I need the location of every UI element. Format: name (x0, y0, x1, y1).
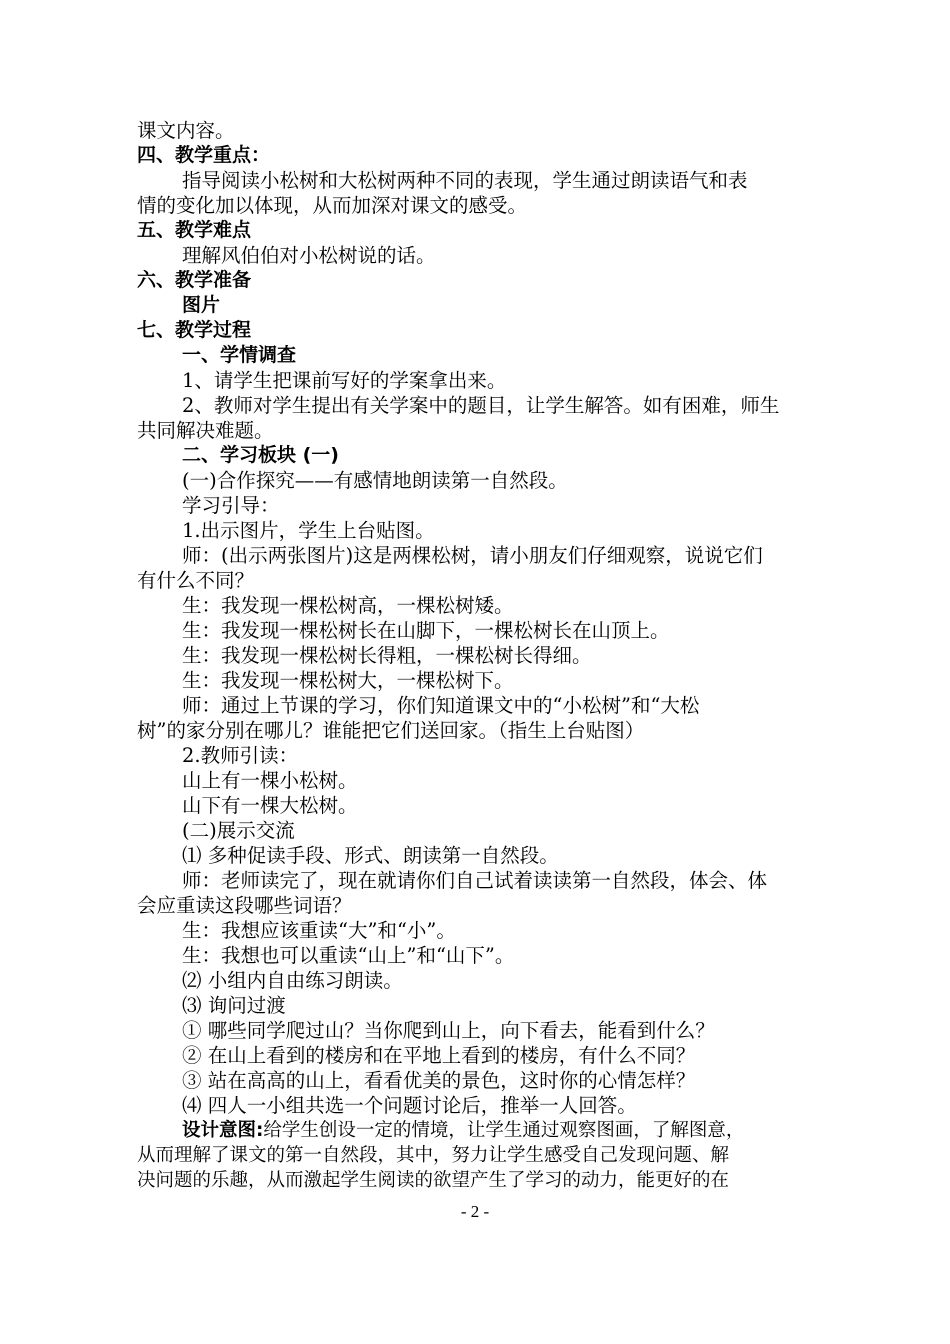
text-line: 生：我想也可以重读“山上”和“山下”。 (182, 944, 515, 967)
text-line: 师：(出示两张图片)这是两棵松树，请小朋友们仔细观察，说说它们 (182, 544, 763, 567)
text-line: ⑴ 多种促读手段、形式、朗读第一自然段。 (182, 844, 559, 867)
design-intent-text: 给学生创设一定的情境，让学生通过观察图画，了解图意， (263, 1120, 745, 1141)
text-line: 树”的家分别在哪儿？谁能把它们送回家。（指生上台贴图） (137, 719, 645, 742)
text-line: 师：通过上节课的学习，你们知道课文中的“小松树”和“大松 (182, 694, 700, 717)
text-line: 决问题的乐趣，从而激起学生阅读的欲望产生了学习的动力，能更好的在 (137, 1170, 730, 1191)
text-line: ① 哪些同学爬过山？当你爬到山上，向下看去，能看到什么？ (182, 1019, 715, 1042)
text-line: ② 在山上看到的楼房和在平地上看到的楼房，有什么不同？ (182, 1044, 696, 1067)
text-line: 图片 (182, 294, 221, 316)
page-number: - 2 - (460, 1202, 490, 1221)
text-line: 从而理解了课文的第一自然段，其中，努力让学生感受自己发现问题、解 (137, 1145, 730, 1166)
text-line: (二)展示交流 (182, 819, 295, 842)
subsection-heading: 一、学情调查 (182, 344, 297, 366)
text-line: 理解风伯伯对小松树说的话。 (182, 244, 436, 267)
subsection-heading: 二、学习板块 (一) (182, 444, 339, 466)
text-line: ⑷ 四人一小组共选一个问题讨论后，推举一人回答。 (182, 1094, 637, 1117)
text-line: 学习引导： (182, 494, 280, 517)
text-line: 课文内容。 (137, 119, 235, 142)
text-line: 生：我发现一棵松树大，一棵松树下。 (182, 669, 514, 692)
text-line: 生：我发现一棵松树长得粗，一棵松树长得细。 (182, 644, 592, 667)
section-heading-preparation: 六、教学准备 (137, 269, 252, 291)
section-heading-focus: 四、教学重点： (137, 144, 271, 166)
text-line: 生：我发现一棵松树长在山脚下，一棵松树长在山顶上。 (182, 619, 670, 642)
document-body (137, 118, 837, 1193)
text-line: 生：我发现一棵松树高，一棵松树矮。 (182, 594, 514, 617)
text-line: 生：我想应该重读“大”和“小”。 (182, 919, 456, 942)
text-line: ⑵ 小组内自由练习朗读。 (182, 969, 403, 992)
design-intent-label: 设计意图: (182, 1120, 264, 1141)
text-line: 2.教师引读： (182, 744, 299, 767)
text-line: 师：老师读完了，现在就请你们自己试着读读第一自然段，体会、体 (182, 869, 768, 892)
text-line: ⑶ 询问过渡 (182, 994, 286, 1017)
text-line: 会应重读这段哪些词语？ (137, 894, 352, 917)
text-line: 山下有一棵大松树。 (182, 794, 358, 817)
text-line: 1、请学生把课前写好的学案拿出来。 (182, 369, 507, 392)
text-line: 共同解决难题。 (137, 419, 274, 442)
text-line: (一)合作探究——有感情地朗读第一自然段。 (182, 469, 568, 492)
section-heading-process: 七、教学过程 (137, 319, 252, 341)
text-line: 山上有一棵小松树。 (182, 769, 358, 792)
text-line: 指导阅读小松树和大松树两种不同的表现，学生通过朗读语气和表 (182, 169, 748, 192)
text-line: 情的变化加以体现，从而加深对课文的感受。 (137, 194, 528, 217)
text-line: ③ 站在高高的山上，看看优美的景色，这时你的心情怎样？ (182, 1069, 696, 1092)
text-line: 2、教师对学生提出有关学案中的题目，让学生解答。如有困难，师生 (182, 394, 780, 417)
text-line: 有什么不同？ (137, 569, 255, 592)
design-intent-line (137, 1118, 837, 1143)
section-heading-difficulty: 五、教学难点 (137, 219, 252, 241)
text-line: 1.出示图片，学生上台贴图。 (182, 519, 435, 542)
